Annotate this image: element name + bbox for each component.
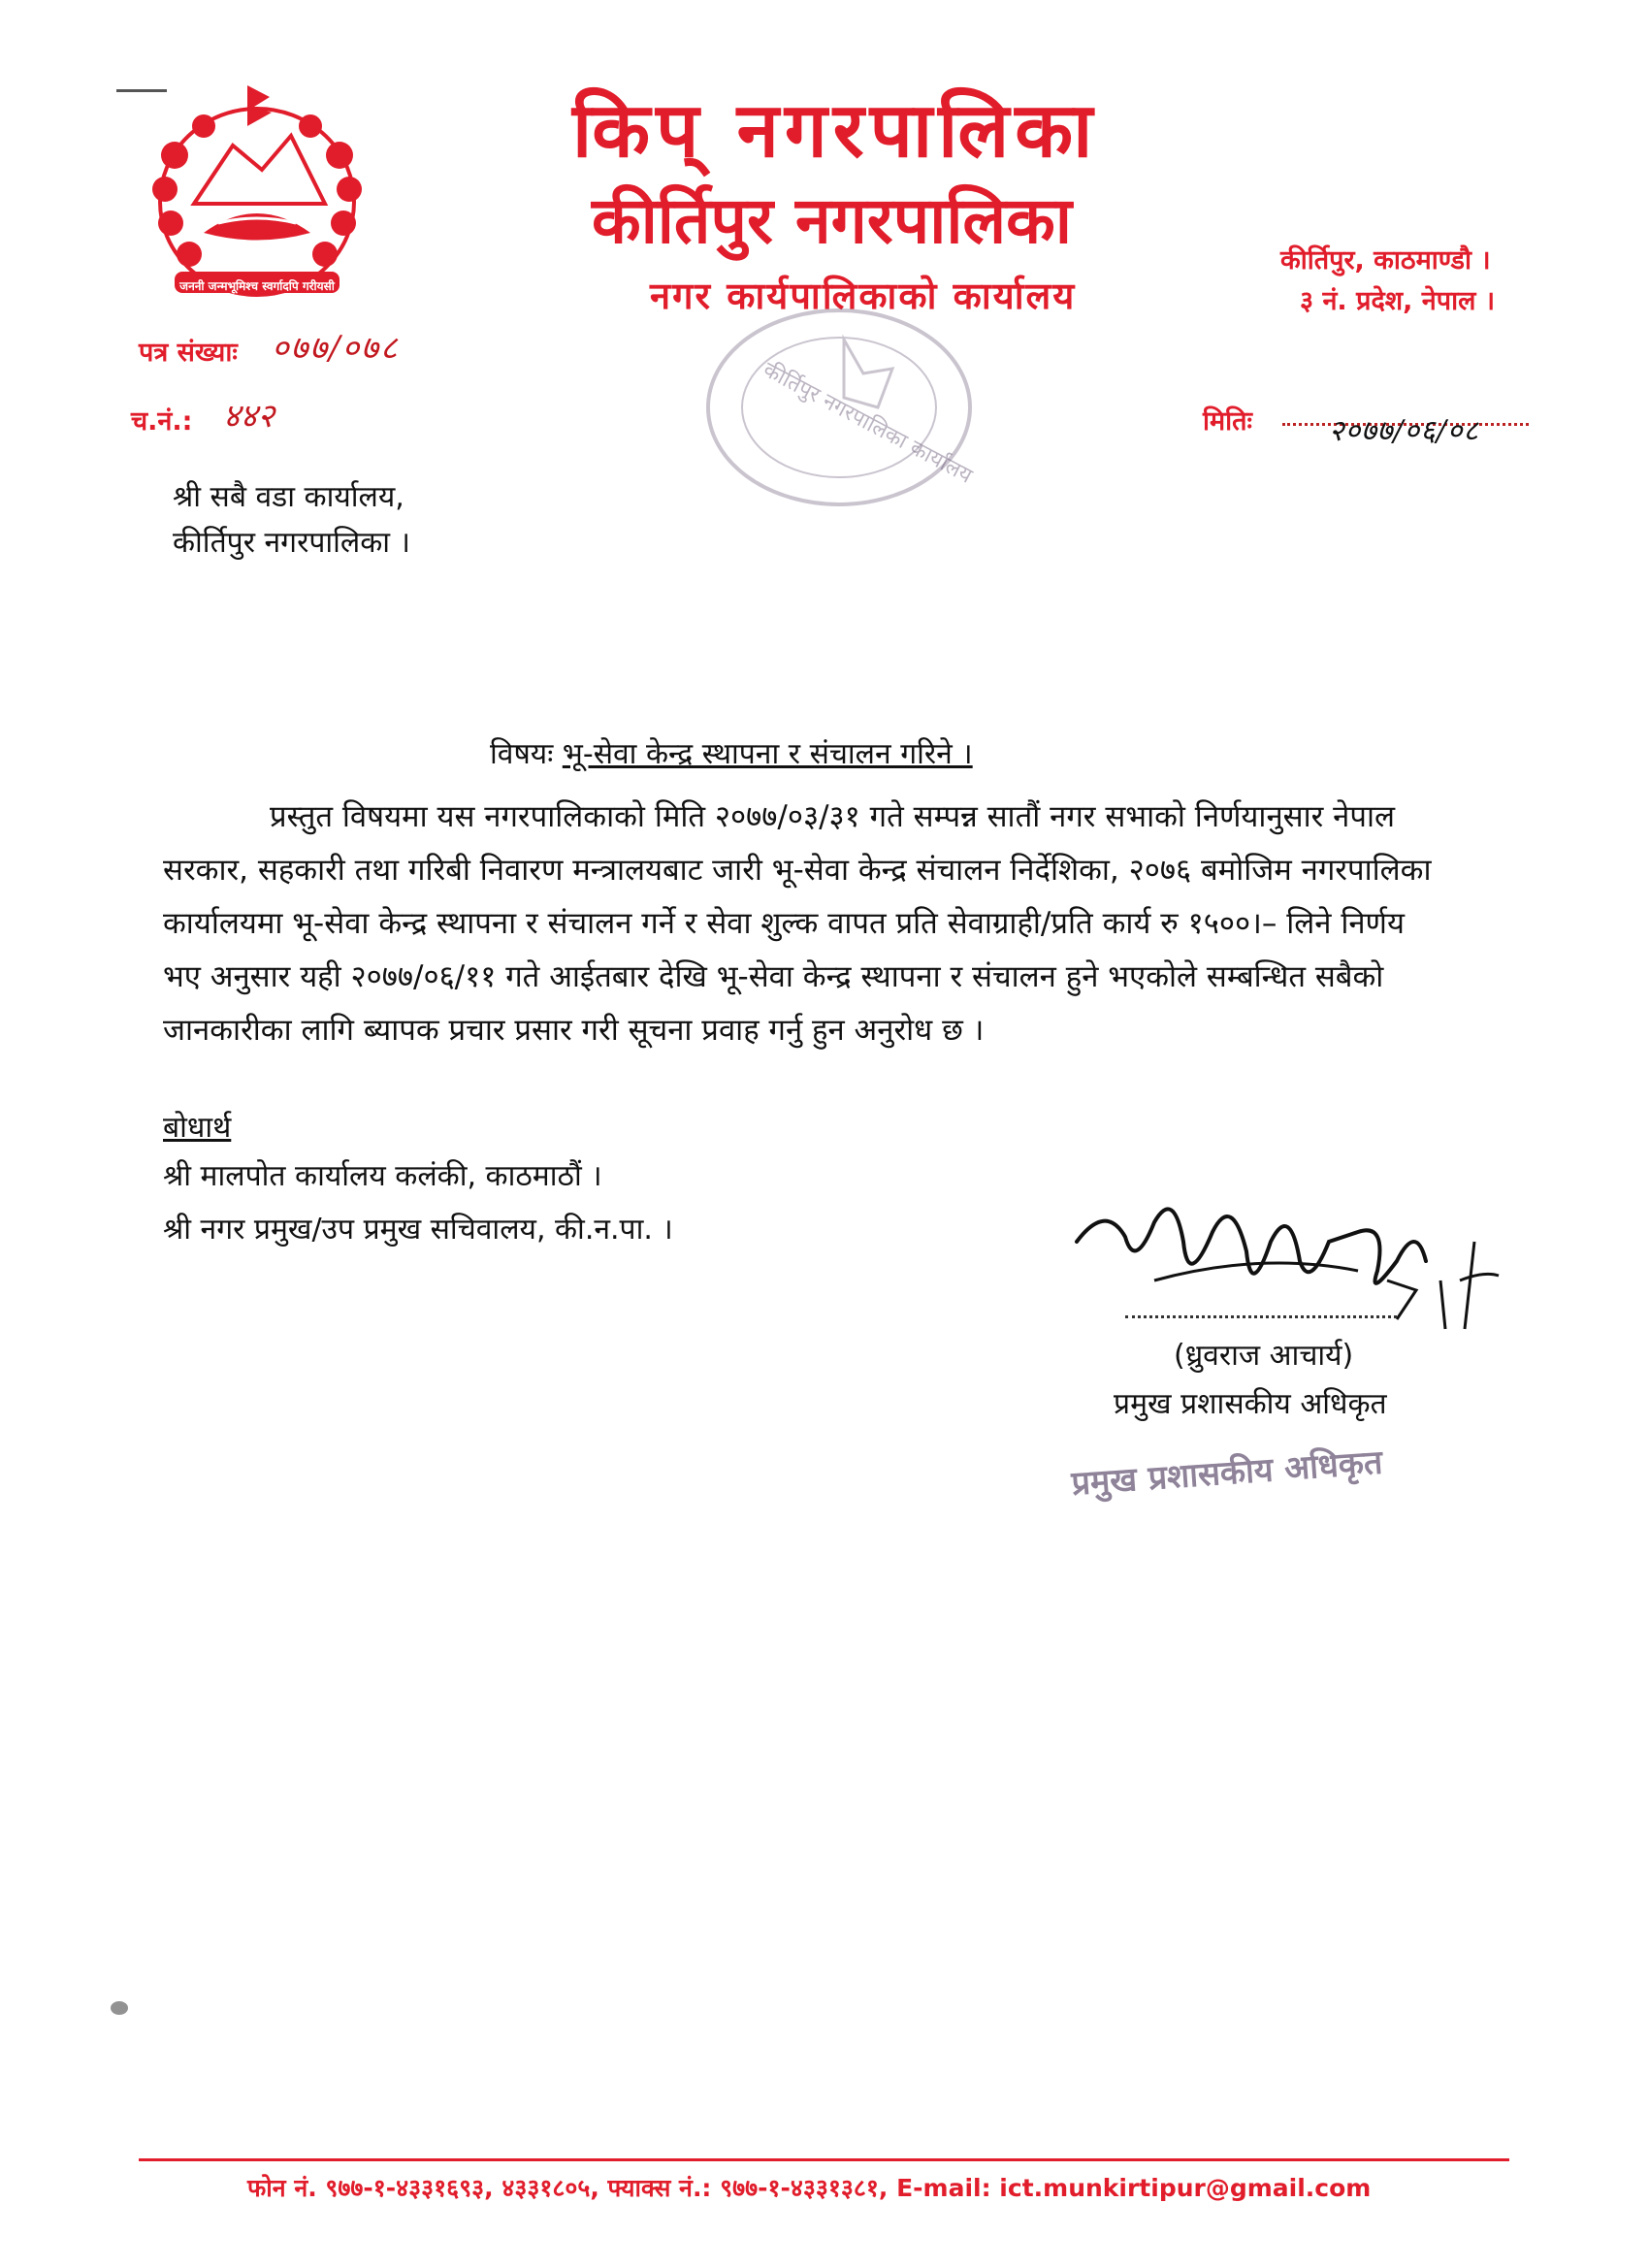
- subject-text: भू-सेवा केन्द्र स्थापना र संचालन गरिने ।: [562, 737, 973, 771]
- chalan-number-label: च.नं.:: [131, 406, 193, 437]
- office-subtitle: नगर कार्यपालिकाको कार्यालय: [650, 275, 1077, 317]
- cc-item-2: श्री नगर प्रमुख/उप प्रमुख सचिवालय, की.न.पा. ।: [163, 1213, 673, 1247]
- government-emblem-icon: [136, 78, 378, 310]
- body-line-2: सरकार, सहकारी तथा गरिबी निवारण मन्त्रालयबाट जारी भू-सेवा केन्द्र संचालन निर्देशिका, २०७६ बमोजिम नगरपालिका: [163, 853, 1432, 888]
- recipient-line-2: कीर्तिपुर नगरपालिका ।: [173, 526, 410, 560]
- office-stamp-text: कीर्तिपुर नगरपालिका कार्यालय: [759, 357, 977, 489]
- patra-sankhya-value: ०७७/०७८: [272, 329, 400, 368]
- body-line-1: प्रस्तुत विषयमा यस नगरपालिकाको मिति २०७७/०३/३१ गते सम्पन्न सातौं नगर सभाको निर्णयानुसार नेपाल: [270, 799, 1396, 834]
- signature-dotted-line: [1125, 1315, 1397, 1318]
- chalan-number-value: ४४२: [223, 397, 275, 436]
- subject: [490, 732, 973, 772]
- handwritten-signature-icon: [1067, 1183, 1533, 1348]
- footer-contact: फोन नं. ९७७-१-४३३१६९३, ४३३१८०५, फ्याक्स नं.: ९७७-१-४३३१३८१, E-mail: ict.munkirtipur@gmail.com: [247, 2174, 1372, 2202]
- designation-stamp: प्रमुख प्रशासकीय अधिकृत: [1070, 1442, 1384, 1504]
- signer-title: प्रमुख प्रशासकीय अधिकृत: [1114, 1387, 1387, 1421]
- emblem-motto: जननी जन्मभूमिश्च स्वर्गादपि गरीयसी: [179, 279, 335, 293]
- body-line-3: कार्यालयमा भू-सेवा केन्द्र स्थापना र संचालन गर्ने र सेवा शुल्क वापत प्रति सेवाग्राही/प्रति कार्य रु १५००।– लिने निर्णय: [163, 906, 1405, 941]
- subject-label: विषयः: [490, 737, 554, 771]
- cc-item-1: श्री मालपोत कार्यालय कलंकी, काठमाठौं ।: [163, 1159, 602, 1193]
- body-line-4: भए अनुसार यही २०७७/०६/११ गते आईतबार देखि भू-सेवा केन्द्र स्थापना र संचालन हुने भएकोले सम्बन्धित सबैको: [163, 959, 1384, 994]
- body-line-5: जानकारीका लागि ब्यापक प्रचार प्रसार गरी सूचना प्रवाह गर्नु हुन अनुरोध छ ।: [163, 1013, 985, 1048]
- date-label: मितिः: [1203, 406, 1252, 437]
- punch-hole: [111, 2001, 128, 2015]
- footer-rule: [139, 2158, 1509, 2161]
- cc-heading: बोधार्थ: [163, 1111, 232, 1145]
- date-value: २०७७/०६/०८: [1329, 414, 1480, 448]
- address-line-1: कीर्तिपुर, काठमाण्डौ ।: [1280, 245, 1491, 275]
- office-title: कीर्तिपुर नगरपालिका: [592, 183, 1072, 258]
- address-line-2: ३ नं. प्रदेश, नेपाल ।: [1300, 286, 1496, 316]
- recipient-line-1: श्री सबै वडा कार्यालय,: [173, 480, 404, 514]
- signer-name: (ध्रुवराज आचार्य): [1174, 1339, 1354, 1373]
- newari-title: किप् नगरपालिका: [572, 87, 1099, 175]
- patra-sankhya-label: पत्र संख्याः: [139, 338, 238, 368]
